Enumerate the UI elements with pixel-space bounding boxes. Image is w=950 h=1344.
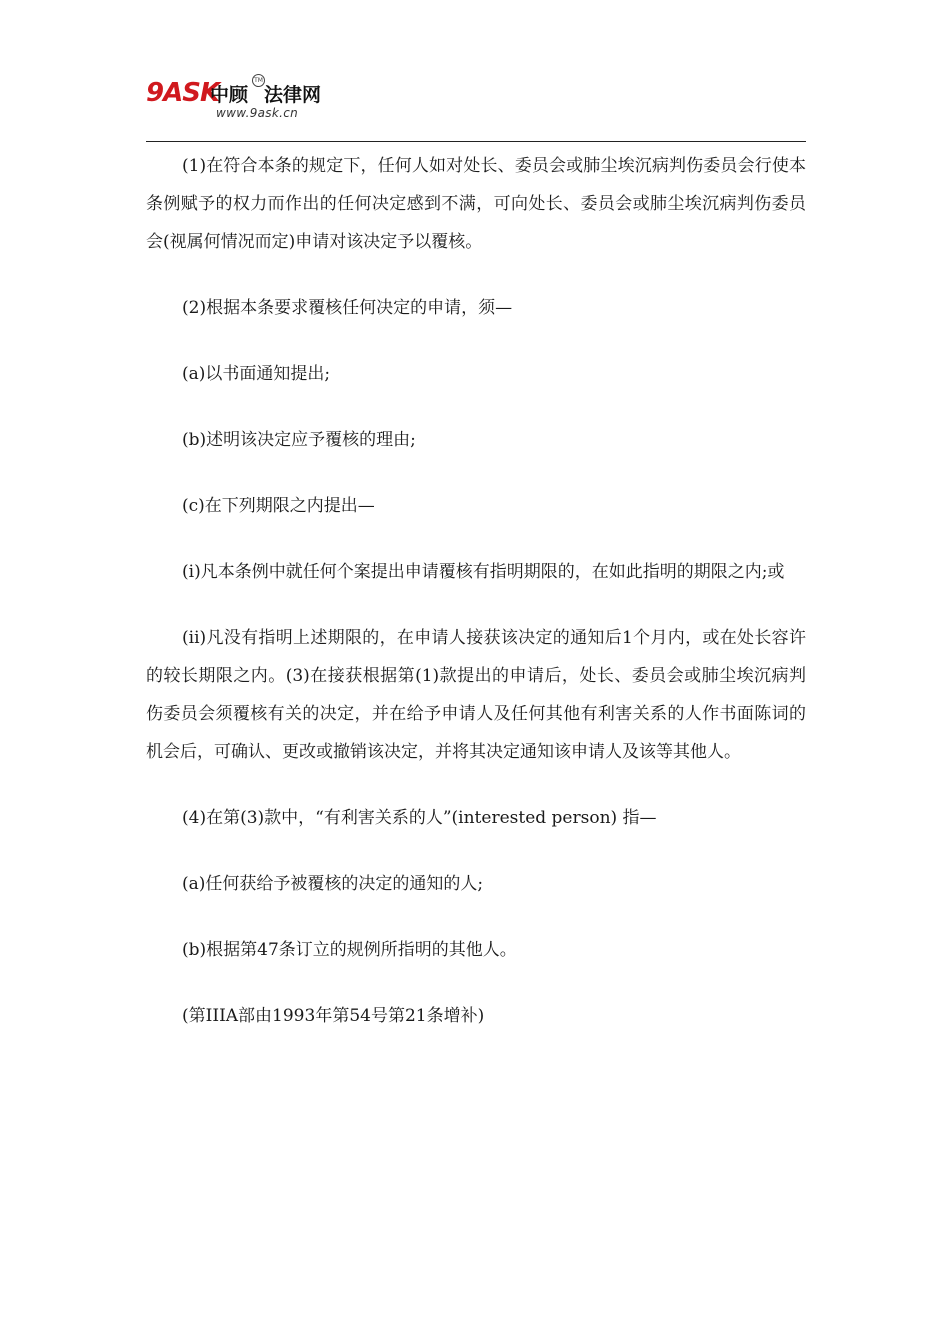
logo-mark: 9ASK [146, 78, 220, 108]
paragraph-2b: (b)述明该决定应予覆核的理由; [182, 430, 416, 450]
paragraph-2a: (a)以书面通知提出; [182, 364, 331, 384]
trademark-icon: TM [252, 74, 265, 87]
logo-site-name: 法律网 [264, 84, 322, 106]
document-body [146, 147, 806, 1035]
logo-chinese-name: 中顾 [210, 84, 249, 106]
paragraph-2: (2)根据本条要求覆核任何决定的申请，须— [182, 298, 513, 318]
paragraph-1: (1)在符合本条的规定下，任何人如对处长、委员会或肺尘埃沉病判伤委员会行使本条例赋予的权力而作出的任何决定感到不满，可向处长、委员会或肺尘埃沉病判伤委员会(视属何情况而定)申请对该决定予以覆核。 [146, 156, 806, 252]
header-divider [146, 141, 806, 142]
amendment-note: (第IIIA部由1993年第54号第21条增补) [182, 1006, 485, 1026]
paragraph-4: (4)在第(3)款中，“有利害关系的人”(interested person) 指— [182, 808, 657, 828]
paragraph-2c-i: (i)凡本条例中就任何个案提出申请覆核有指明期限的，在如此指明的期限之内;或 [182, 562, 785, 582]
page-header [146, 72, 806, 142]
paragraph-4b: (b)根据第47条订立的规例所指明的其他人。 [182, 940, 517, 960]
paragraph-4a: (a)任何获给予被覆核的决定的通知的人; [182, 874, 484, 894]
9ask-logo[interactable] [146, 72, 346, 124]
paragraph-2c-ii-and-3: (ii)凡没有指明上述期限的，在申请人接获该决定的通知后1个月内，或在处长容许的较长期限之内。(3)在接获根据第(1)款提出的申请后，处长、委员会或肺尘埃沉病判伤委员会须覆核有关的决定，并在给予申请人及任何其他有利害关系的人作书面陈词的机会后，可确认、更改或撤销该决定，并将其决定通知该申请人及该等其他人。 [146, 628, 806, 762]
logo-url: www.9ask.cn [216, 106, 298, 120]
paragraph-2c: (c)在下列期限之内提出— [182, 496, 375, 516]
